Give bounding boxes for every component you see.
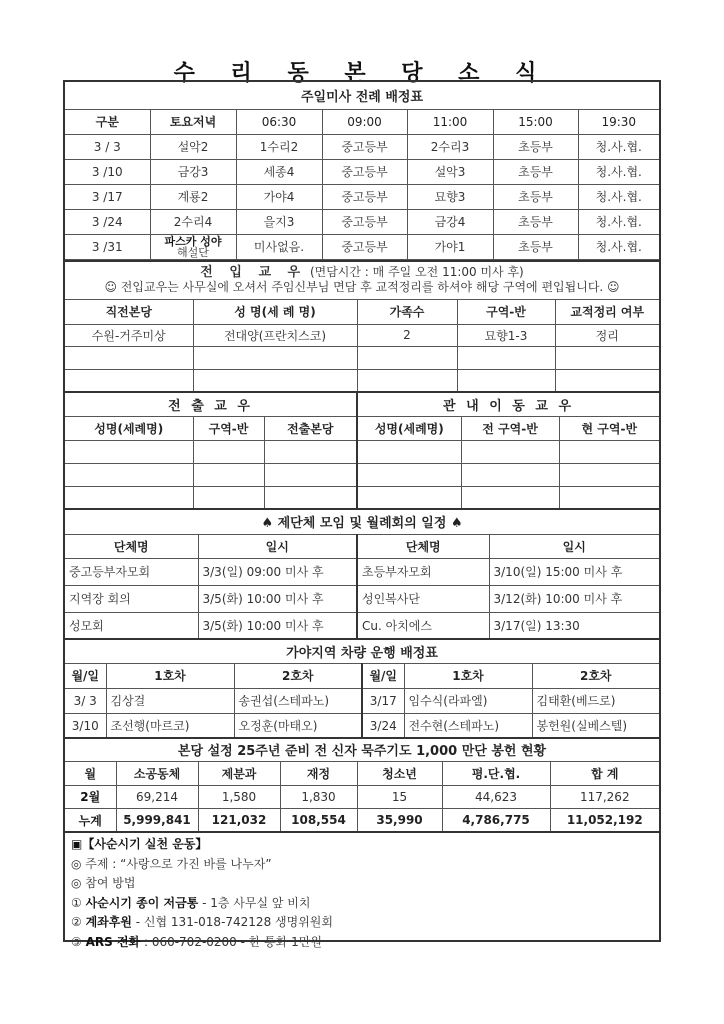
cell: 송권섭(스테파노) — [234, 688, 362, 713]
lent-item — [71, 913, 653, 933]
cell — [193, 463, 264, 486]
header-cell: 구분 — [65, 109, 150, 134]
cell: 1수리2 — [236, 134, 322, 159]
table-row — [65, 463, 659, 486]
header-cell: 1호차 — [404, 663, 532, 688]
table-row — [65, 713, 659, 738]
cell — [357, 346, 457, 369]
header-cell: 성명(세례명) — [357, 416, 461, 440]
meetings-caption: ♠ 제단체 모임 및 월례회의 일정 ♠ — [65, 509, 659, 534]
cell: 청.사.협. — [578, 134, 659, 159]
header-cell: 전출본당 — [264, 416, 357, 440]
cell: 5,999,841 — [116, 808, 198, 832]
table-row — [65, 688, 659, 713]
newsletter-sheet — [63, 80, 661, 949]
table-row — [65, 612, 659, 639]
header-cell: 합 계 — [550, 761, 659, 785]
item-number: ① — [71, 895, 82, 910]
cell: 15 — [357, 785, 442, 808]
header-cell: 일시 — [489, 534, 659, 558]
cell: 초등부 — [493, 234, 578, 259]
vehicle-section — [65, 638, 659, 739]
item-number: ② — [71, 915, 82, 929]
lent-item — [71, 894, 653, 914]
lent-campaign-theme: ◎ 주제 : “사랑으로 가진 바를 나누자” — [71, 856, 272, 871]
header-cell: 월/일 — [362, 663, 404, 688]
cell: 청.사.협. — [578, 209, 659, 234]
table-row — [65, 369, 659, 392]
cell: 초등부 — [493, 134, 578, 159]
header-cell: 전 구역-반 — [461, 416, 559, 440]
transfer-in-notice: ☺ 전입교우는 사무실에 오셔서 주임신부님 면담 후 교적정리를 하셔야 해당 구역에 편입됩니다. ☺ — [104, 280, 620, 295]
cell: 금강3 — [150, 159, 236, 184]
lent-campaign-method: ◎ 참여 방법 — [71, 876, 136, 890]
header-cell: 2호차 — [532, 663, 659, 688]
cell-line: 파스카 성야 — [164, 234, 222, 248]
header-cell: 성명(세례명) — [65, 416, 193, 440]
header-cell: 06:30 — [236, 109, 322, 134]
cell: 중고등부 — [322, 234, 407, 259]
cell: 35,990 — [357, 808, 442, 832]
cell — [461, 440, 559, 463]
cell — [65, 463, 193, 486]
cell: 108,554 — [280, 808, 357, 832]
header-cell: 구역-반 — [457, 299, 555, 324]
cell: 초등부 — [493, 159, 578, 184]
mass-schedule-section — [65, 82, 659, 260]
cell — [559, 486, 659, 509]
cell: 3/5(화) 10:00 미사 후 — [198, 612, 357, 639]
header-cell: 2호차 — [234, 663, 362, 688]
cell: 3/17(일) 13:30 — [489, 612, 659, 639]
cell: 청.사.협. — [578, 159, 659, 184]
cell: 3/10(일) 15:00 미사 후 — [489, 558, 659, 585]
cell — [264, 440, 357, 463]
cell: 성인복사단 — [357, 585, 489, 612]
cell: 2수리3 — [407, 134, 493, 159]
rosary-table — [65, 737, 659, 833]
cell: 청.사.협. — [578, 234, 659, 259]
header-cell: 청소년 — [357, 761, 442, 785]
cell — [264, 486, 357, 509]
cell: 가야4 — [236, 184, 322, 209]
cell: 3/ 3 — [65, 688, 106, 713]
cell: 3/3(일) 09:00 미사 후 — [198, 558, 357, 585]
cell: 설악3 — [407, 159, 493, 184]
cell: 봉헌원(실베스텔) — [532, 713, 659, 738]
transfer-in-caption — [65, 261, 659, 299]
vehicle-table — [65, 638, 659, 739]
header-cell: 현 구역-반 — [559, 416, 659, 440]
table-row — [65, 558, 659, 585]
cell: 중고등부 — [322, 184, 407, 209]
header-cell: 09:00 — [322, 109, 407, 134]
cell: 조선행(마르코) — [106, 713, 234, 738]
header-cell: 단체명 — [65, 534, 198, 558]
mass-schedule-table — [65, 82, 659, 260]
cell: 4,786,775 — [442, 808, 550, 832]
cell — [65, 440, 193, 463]
header-cell: 토요저녁 — [150, 109, 236, 134]
transfer-out-and-move-section — [65, 391, 659, 510]
cell: 가야1 — [407, 234, 493, 259]
cell: Cu. 아치에스 — [357, 612, 489, 639]
cell: 44,623 — [442, 785, 550, 808]
cell: 설악2 — [150, 134, 236, 159]
cell: 3/10 — [65, 713, 106, 738]
table-row — [65, 159, 659, 184]
header-cell: 일시 — [198, 534, 357, 558]
table-row — [65, 324, 659, 346]
item-title: 계좌후원 — [85, 915, 132, 929]
table-row — [65, 134, 659, 159]
cell: 2수리4 — [150, 209, 236, 234]
cell: 3/24 — [362, 713, 404, 738]
cell — [559, 463, 659, 486]
item-number: ③ — [71, 934, 82, 949]
cell: 3/5(화) 10:00 미사 후 — [198, 585, 357, 612]
transfer-out-caption: 전 출 교 우 — [65, 392, 357, 416]
cell: 3/17 — [362, 688, 404, 713]
cell — [193, 346, 357, 369]
cell — [357, 463, 461, 486]
rosary-caption: 본당 설정 25주년 준비 전 신자 묵주기도 1,000 만단 봉헌 현황 — [65, 738, 659, 761]
cell — [461, 486, 559, 509]
lent-item — [71, 933, 653, 953]
table-row — [65, 808, 659, 832]
cell: 청.사.협. — [578, 184, 659, 209]
cell: 오정훈(마태오) — [234, 713, 362, 738]
cell — [457, 346, 555, 369]
meetings-section — [65, 508, 659, 640]
header-cell: 월 — [65, 761, 116, 785]
item-detail: - 1층 사무실 앞 비치 — [198, 895, 311, 910]
lent-campaign-heading: ▣【사순시기 실천 운동】 — [71, 837, 208, 851]
cell: 3 / 3 — [65, 134, 150, 159]
header-cell: 월/일 — [65, 663, 106, 688]
cell: 묘향3 — [407, 184, 493, 209]
cell — [457, 369, 555, 392]
cell — [357, 440, 461, 463]
cell: 중고등부 — [322, 159, 407, 184]
table-row — [65, 440, 659, 463]
header-cell: 교적정리 여부 — [555, 299, 659, 324]
cell: 김상걸 — [106, 688, 234, 713]
header-cell: 평.단.협. — [442, 761, 550, 785]
header-cell: 성 명(세 례 명) — [193, 299, 357, 324]
header-cell: 1호차 — [106, 663, 234, 688]
cell: 계룡2 — [150, 184, 236, 209]
table-row — [65, 234, 659, 259]
header-cell: 구역-반 — [193, 416, 264, 440]
cell: 121,032 — [198, 808, 280, 832]
cell — [193, 369, 357, 392]
cell — [555, 346, 659, 369]
lent-campaign-section — [65, 831, 659, 954]
cell — [65, 486, 193, 509]
cell: 11,052,192 — [550, 808, 659, 832]
cell: 누계 — [65, 808, 116, 832]
cell — [193, 486, 264, 509]
transfer-in-section — [65, 260, 659, 393]
cell: 전수현(스테파노) — [404, 713, 532, 738]
cell: 지역장 회의 — [65, 585, 198, 612]
cell: 2월 — [65, 785, 116, 808]
cell: 세종4 — [236, 159, 322, 184]
cell: 1,580 — [198, 785, 280, 808]
cell-saturday-easter — [150, 234, 236, 259]
cell — [461, 463, 559, 486]
rosary-section — [65, 737, 659, 833]
cell: 중고등부 — [322, 134, 407, 159]
cell: 1,830 — [280, 785, 357, 808]
cell: 미사없음. — [236, 234, 322, 259]
cell: 3 /10 — [65, 159, 150, 184]
header-cell: 19:30 — [578, 109, 659, 134]
cell — [357, 369, 457, 392]
cell: 김태환(베드로) — [532, 688, 659, 713]
cell: 117,262 — [550, 785, 659, 808]
cell: 2 — [357, 324, 457, 346]
cell-line: 해설단 — [177, 245, 209, 259]
transfer-in-table — [65, 260, 659, 393]
table-row — [65, 346, 659, 369]
cell: 3 /24 — [65, 209, 150, 234]
cell: 임수식(라파엘) — [404, 688, 532, 713]
transfer-out-move-table — [65, 391, 659, 510]
cell — [193, 440, 264, 463]
internal-move-caption: 관 내 이 동 교 우 — [357, 392, 659, 416]
meetings-table — [65, 508, 659, 640]
header-cell: 직전본당 — [65, 299, 193, 324]
cell: 3 /31 — [65, 234, 150, 259]
cell: 묘향1-3 — [457, 324, 555, 346]
cell: 을지3 — [236, 209, 322, 234]
cell: 수원-거주미상 — [65, 324, 193, 346]
header-cell: 소공동체 — [116, 761, 198, 785]
cell: 성모회 — [65, 612, 198, 639]
cell — [65, 369, 193, 392]
cell: 중고등부 — [322, 209, 407, 234]
transfer-in-title: 전 입 교 우 — [200, 265, 307, 281]
item-title: ARS 전화 — [85, 934, 141, 949]
cell: 69,214 — [116, 785, 198, 808]
header-cell: 15:00 — [493, 109, 578, 134]
cell — [357, 486, 461, 509]
mass-schedule-caption: 주일미사 전례 배정표 — [65, 82, 659, 109]
header-cell: 11:00 — [407, 109, 493, 134]
cell — [559, 440, 659, 463]
vehicle-caption: 가야지역 차량 운행 배정표 — [65, 639, 659, 663]
cell — [555, 369, 659, 392]
header-cell: 가족수 — [357, 299, 457, 324]
header-cell: 제분과 — [198, 761, 280, 785]
table-row — [65, 585, 659, 612]
header-cell: 재정 — [280, 761, 357, 785]
header-cell: 단체명 — [357, 534, 489, 558]
cell — [65, 346, 193, 369]
table-row — [65, 184, 659, 209]
table-row — [65, 785, 659, 808]
interview-time-note: (면담시간 : 매 주일 오전 11:00 미사 후) — [309, 265, 524, 280]
cell: 초등부자모회 — [357, 558, 489, 585]
cell: 금강4 — [407, 209, 493, 234]
cell: 3 /17 — [65, 184, 150, 209]
cell: 전대양(프란치스코) — [193, 324, 357, 346]
page-title: 수 리 동 본 당 소 식 — [173, 61, 551, 86]
table-row — [65, 209, 659, 234]
cell: 중고등부자모회 — [65, 558, 198, 585]
cell: 정리 — [555, 324, 659, 346]
cell: 초등부 — [493, 184, 578, 209]
item-title: 사순시기 종이 저금통 — [85, 895, 199, 910]
cell — [264, 463, 357, 486]
item-detail: - 신협 131-018-742128 생명위원회 — [131, 915, 333, 929]
cell: 초등부 — [493, 209, 578, 234]
cell: 3/12(화) 10:00 미사 후 — [489, 585, 659, 612]
table-row — [65, 486, 659, 509]
item-detail: : 060-702-0200 - 한 통화 1만원 — [140, 934, 323, 949]
